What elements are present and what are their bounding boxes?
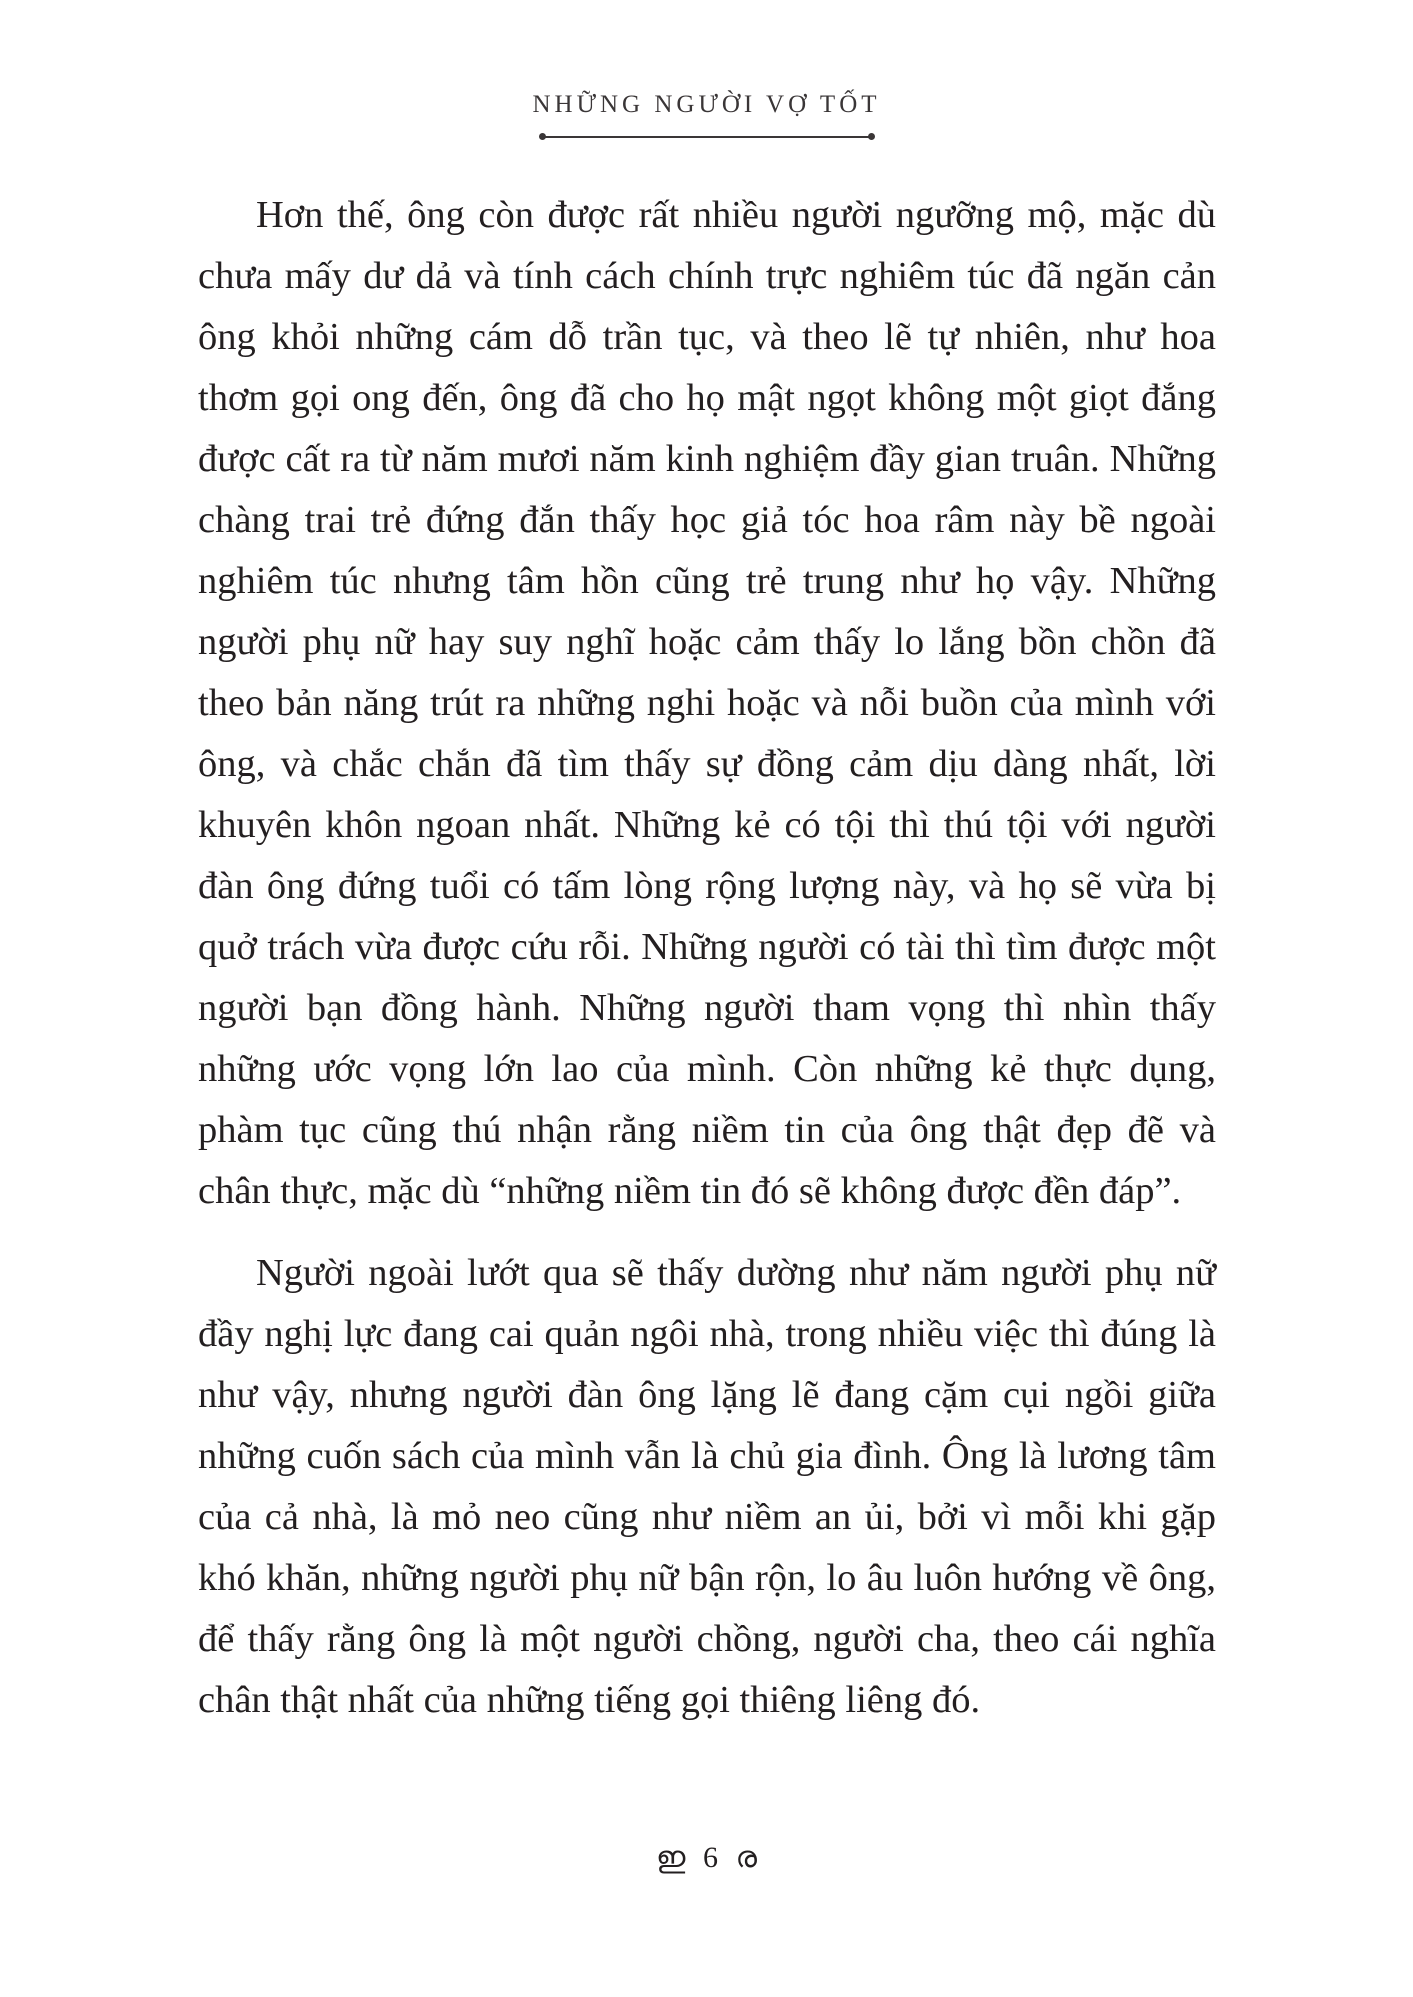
- running-title: NHỮNG NGƯỜI VỢ TỐT: [532, 91, 881, 118]
- header-ornament-rule: [542, 132, 872, 142]
- ornament-dot-right: [868, 133, 875, 140]
- page-folio: [0, 1838, 1413, 1876]
- folio-ornament-right: ര: [735, 1841, 757, 1875]
- running-header: [0, 90, 1413, 142]
- folio-ornament-left: ഇ: [656, 1841, 686, 1875]
- page-number: 6: [702, 1841, 718, 1875]
- ornament-dot-left: [539, 133, 546, 140]
- paragraph-1: Hơn thế, ông còn được rất nhiều người ngưỡng mộ, mặc dù chưa mấy dư dả và tính cách chính trực nghiêm túc đã ngăn cản ông khỏi những cám dỗ trần tục, và theo lẽ tự nhiên, như hoa thơm gọi ong đến, ông đã cho họ mật ngọt không một giọt đắng được cất ra từ năm mươi năm kinh nghiệm đầy gian truân. Những chàng trai trẻ đứng đắn thấy học giả tóc hoa râm này bề ngoài nghiêm túc nhưng tâm hồn cũng trẻ trung như họ vậy. Những người phụ nữ hay suy nghĩ hoặc cảm thấy lo lắng bồn chồn đã theo bản năng trút ra những nghi hoặc và nỗi buồn của mình với ông, và chắc chắn đã tìm thấy sự đồng cảm dịu dàng nhất, lời khuyên khôn ngoan nhất. Những kẻ có tội thì thú tội với người đàn ông đứng tuổi có tấm lòng rộng lượng này, và họ sẽ vừa bị quở trách vừa được cứu rỗi. Những người có tài thì tìm được một người bạn đồng hành. Những người tham vọng thì nhìn thấy những ước vọng lớn lao của mình. Còn những kẻ thực dụng, phàm tục cũng thú nhận rằng niềm tin của ông thật đẹp đẽ và chân thực, mặc dù “những niềm tin đó sẽ không được đền đáp”.: [198, 194, 1216, 1212]
- ornament-line: [542, 136, 872, 138]
- body-text: [198, 185, 1216, 1752]
- paragraph-2: Người ngoài lướt qua sẽ thấy dường như năm người phụ nữ đầy nghị lực đang cai quản ngôi nhà, trong nhiều việc thì đúng là như vậy, nhưng người đàn ông lặng lẽ đang cặm cụi ngồi giữa những cuốn sách của mình vẫn là chủ gia đình. Ông là lương tâm của cả nhà, là mỏ neo cũng như niềm an ủi, bởi vì mỗi khi gặp khó khăn, những người phụ nữ bận rộn, lo âu luôn hướng về ông, để thấy rằng ông là một người chồng, người cha, theo cái nghĩa chân thật nhất của những tiếng gọi thiêng liêng đó.: [198, 1252, 1216, 1721]
